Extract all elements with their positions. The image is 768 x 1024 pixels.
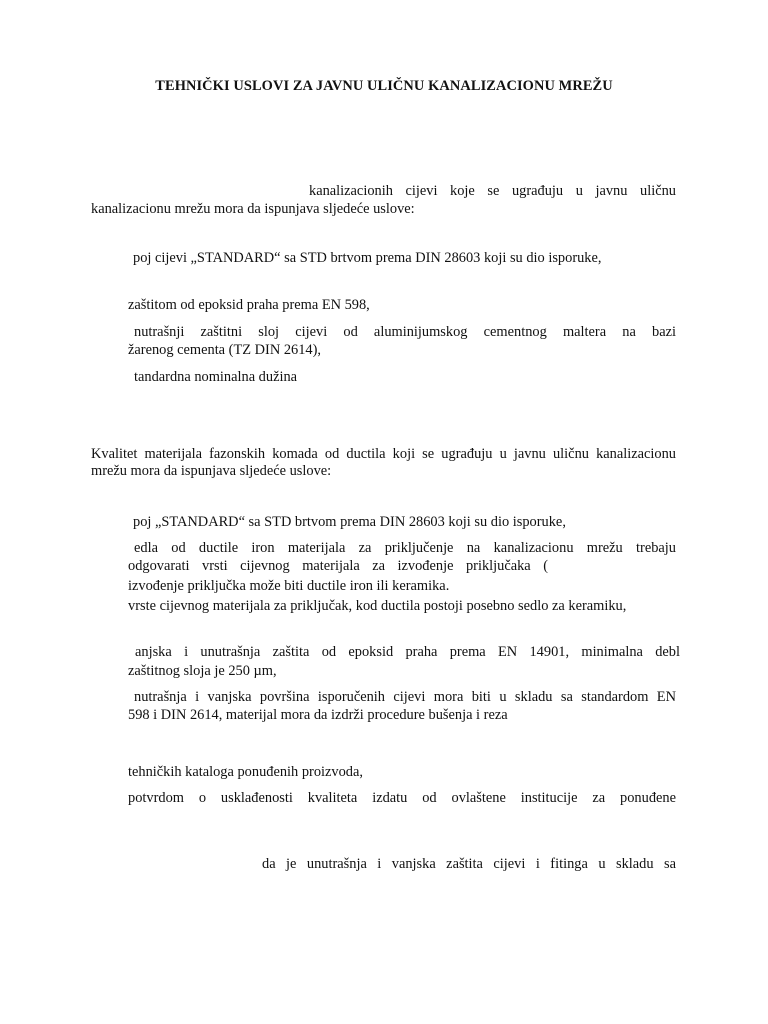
section2-item1: poj „STANDARD“ sa STD brtvom prema DIN 28603 koji su dio isporuke, bbox=[133, 514, 566, 530]
section1-item1: poj cijevi „STANDARD“ sa STD brtvom prema DIN 28603 koji su dio isporuke, bbox=[133, 250, 602, 266]
section2-item2-line4: vrste cijevnog materijala za priključak, kod ductila postoji posebno sedlo za keramiku, bbox=[128, 598, 627, 614]
section2-item3-line1: anjska i unutrašnja zaštita od epoksid praha prema EN 14901, minimalna debl bbox=[135, 644, 680, 660]
section2-item4-line1: nutrašnja i vanjska površina isporučenih cijevi mora biti u skladu sa standardom EN bbox=[134, 689, 676, 705]
section2-intro-line1: Kvalitet materijala fazonskih komada od ductila koji se ugrađuju u javnu uličnu kanalizacionu bbox=[91, 446, 676, 462]
section1-item3-line1: nutrašnji zaštitni sloj cijevi od aluminijumskog cementnog maltera na bazi bbox=[134, 324, 676, 340]
document-title: TEHNIČKI USLOVI ZA JAVNU ULIČNU KANALIZACIONU MREŽU bbox=[155, 78, 613, 94]
section1-intro-line2: kanalizacionu mrežu mora da ispunjava sljedeće uslove: bbox=[91, 201, 415, 217]
section2-item2-line2: odgovarati vrsti cijevnog materijala za izvođenje priključaka ( bbox=[128, 558, 548, 574]
section2-item2-line3: izvođenje priključka može biti ductile iron ili keramika. bbox=[128, 578, 450, 594]
section1-intro-line1: kanalizacionih cijevi koje se ugrađuju u javnu uličnu bbox=[309, 183, 676, 199]
section2-item4-line2: 598 i DIN 2614, materijal mora da izdrži procedure bušenja i reza bbox=[128, 707, 508, 723]
section1-item3-line2: žarenog cementa (TZ DIN 2614), bbox=[128, 342, 321, 358]
section2-item3-line2: zaštitnog sloja je 250 µm, bbox=[128, 663, 277, 679]
section1-item2: zaštitom od epoksid praha prema EN 598, bbox=[128, 297, 370, 313]
section3-line1: tehničkih kataloga ponuđenih proizvoda, bbox=[128, 764, 363, 780]
section1-item4: tandardna nominalna dužina bbox=[134, 369, 298, 385]
section2-intro-line2: mrežu mora da ispunjava sljedeće uslove: bbox=[91, 463, 332, 479]
section3-line2: potvrdom o usklađenosti kvaliteta izdatu od ovlaštene institucije za ponuđene bbox=[128, 790, 676, 806]
section3-line3: da je unutrašnja i vanjska zaštita cijevi i fitinga u skladu sa bbox=[262, 856, 676, 872]
section2-item2-line1: edla od ductile iron materijala za priključenje na kanalizacionu mrežu trebaju bbox=[134, 540, 676, 556]
